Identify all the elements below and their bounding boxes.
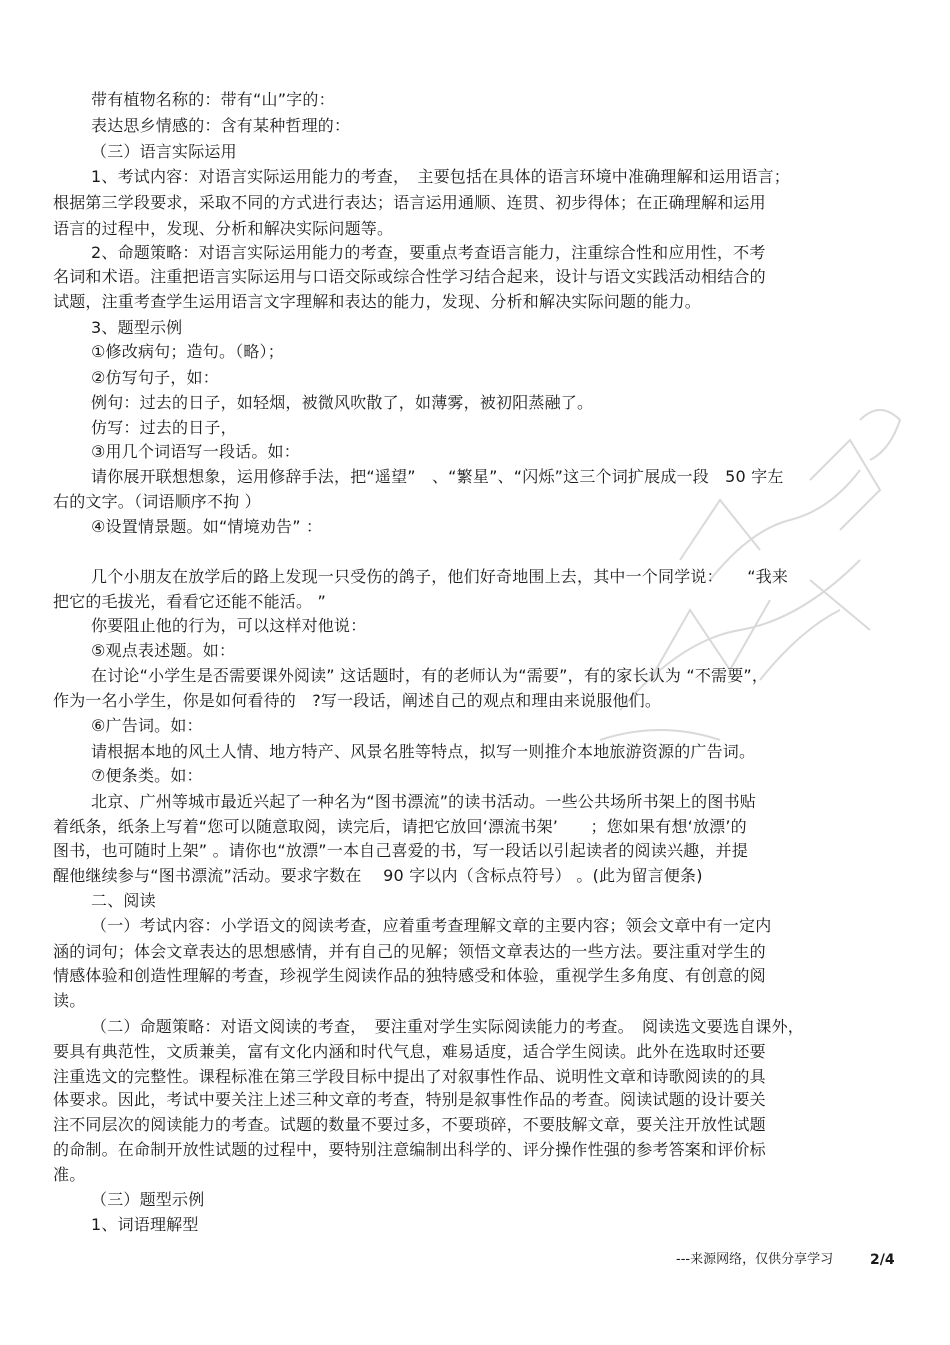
text-line: 体要求。因此，考试中要关注上述三种文章的考查，特别是叙事性作品的考查。阅读试题的设计要关 [53, 1090, 766, 1109]
text-line: 根据第三学段要求，采取不同的方式进行表达；语言运用通顺、连贯、初步得体；在正确理解和运用 [53, 193, 766, 212]
text-line: 在讨论“小学生是否需要课外阅读” 这话题时，有的老师认为“需要”，有的家长认为 “不需要”， [91, 666, 769, 685]
text-line: ④设置情景题。如“情境劝告” ： [91, 517, 323, 536]
text-line: 仿写：过去的日子， [91, 418, 237, 437]
text-line: 你要阻止他的行为，可以这样对他说： [91, 616, 367, 635]
text-line: ③用几个词语写一段话。如： [91, 442, 300, 461]
text-line: 注不同层次的阅读能力的考查。试题的数量不要过多，不要琐碎，不要肢解文章，要关注开放性试题 [53, 1115, 766, 1134]
text-line: 1、词语理解型 [91, 1215, 199, 1234]
text-line: ⑦便条类。如： [91, 766, 203, 785]
text-line: 涵的词句；体会文章表达的思想感情，并有自己的见解；领悟文章表达的一些方法。要注重对学生的 [53, 942, 766, 961]
text-line: 右的文字。（词语顺序不拘 ） [53, 492, 261, 511]
section-heading: （三）语言实际运用 [91, 142, 237, 161]
text-line: 把它的毛拔光，看看它还能不能活。 ” [53, 592, 326, 611]
text-line: 表达思乡情感的：含有某种哲理的： [91, 116, 351, 135]
footer-source: ---来源网络，仅供分享学习 [676, 1252, 834, 1267]
text-line: 1、考试内容：对语言实际运用能力的考查， 主要包括在具体的语言环境中准确理解和运用语言； [91, 167, 790, 186]
text-line: ①修改病句；造句。（略）； [91, 342, 284, 361]
page-footer [0, 1250, 950, 1270]
text-line: 2、命题策略：对语言实际运用能力的考查，要重点考查语言能力，注重综合性和应用性，不考 [91, 243, 766, 262]
text-line: 语言的过程中，发现、分析和解决实际问题等。 [53, 219, 394, 238]
text-line: 图书，也可随时上架” 。请你也“放漂”一本自己喜爱的书，写一段话以引起读者的阅读兴趣，并提 [53, 841, 748, 860]
text-line: 着纸条，纸条上写着“您可以随意取阅，读完后，请把它放回‘漂流书架’ ；您如果有想‘放漂’的 [53, 817, 747, 836]
text-line: 例句：过去的日子，如轻烟，被微风吹散了，如薄雾，被初阳蒸融了。 [91, 393, 594, 412]
text-line: 带有植物名称的：带有“山”字的： [91, 90, 335, 109]
text-line: 读。 [53, 991, 86, 1010]
text-line: 试题，注重考查学生运用语言文字理解和表达的能力，发现、分析和解决实际问题的能力。 [53, 292, 702, 311]
text-line: （一）考试内容：小学语文的阅读考查，应着重考查理解文章的主要内容；领会文章中有一定内 [91, 916, 772, 935]
text-line: 名词和术语。注重把语言实际运用与口语交际或综合性学习结合起来，设计与语文实践活动相结合的 [53, 267, 766, 286]
text-line: （二）命题策略：对语文阅读的考查， 要注重对学生实际阅读能力的考查。 阅读选文要选自课外， [91, 1017, 805, 1036]
text-line: 作为一名小学生，你是如何看待的 ?写一段话，阐述自己的观点和理由来说服他们。 [53, 691, 662, 710]
text-line: ⑤观点表述题。如： [91, 641, 236, 660]
text-line: ⑥广告词。如： [91, 716, 203, 735]
page-number: 2/4 [870, 1252, 895, 1268]
text-line: 请根据本地的风土人情、地方特产、风景名胜等特点，拟写一则推介本地旅游资源的广告词。 [91, 742, 756, 761]
text-line: 要具有典范性，文质兼美，富有文化内涵和时代气息，难易适度，适合学生阅读。此外在选取时还要 [53, 1042, 766, 1061]
text-line: 注重选文的完整性。课程标准在第三学段目标中提出了对叙事性作品、说明性文章和诗歌阅读的的具 [53, 1067, 766, 1086]
text-line: 几个小朋友在放学后的路上发现一只受伤的鸽子，他们好奇地围上去，其中一个同学说： “我来 [91, 567, 789, 586]
section-heading: 二、阅读 [91, 891, 156, 910]
text-line: 的命制。在命制开放性试题的过程中，要特别注意编制出科学的、评分操作性强的参考答案和评价标 [53, 1140, 766, 1159]
text-line: 请你展开联想想象，运用修辞手法，把“遥望” 、“繁星”、“闪烁”这三个词扩展成一段 50 字左 [91, 467, 784, 486]
text-line: 准。 [53, 1165, 86, 1184]
text-line: ②仿写句子，如： [91, 368, 219, 387]
section-heading: （三）题型示例 [91, 1190, 205, 1209]
text-line: 3、题型示例 [91, 318, 183, 337]
text-line: 情感体验和创造性理解的考查，珍视学生阅读作品的独特感受和体验，重视学生多角度、有创意的阅 [53, 966, 766, 985]
text-line: 北京、广州等城市最近兴起了一种名为“图书漂流”的读书活动。一些公共场所书架上的图书贴 [91, 792, 756, 811]
text-line: 醒他继续参与“图书漂流”活动。要求字数在 90 字以内（含标点符号） 。(此为留言便条) [53, 866, 703, 885]
